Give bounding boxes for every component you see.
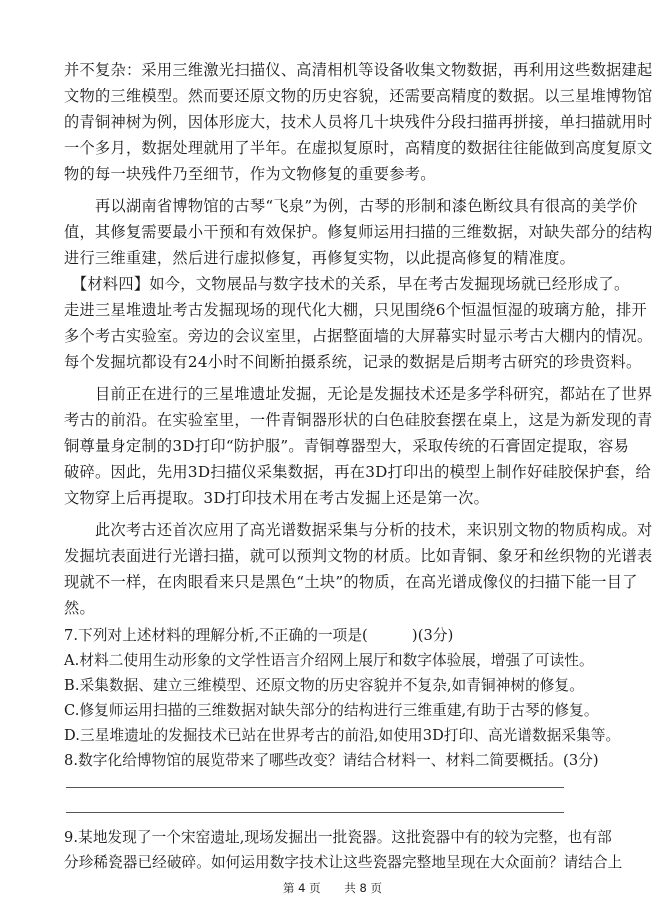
material-four-heading-line: 【材料四】如今，文物展品与数字技术的关系，早在考古发掘现场就已经形成了。 [64,275,630,293]
question-7-option-c: C.修复师运用扫描的三维数据对缺失部分的结构进行三维重建,有助于古琴的修复。 [64,702,599,719]
text-line: 文物穿上后再提取。3D打印技术用在考古发掘上还是第一次。 [64,489,490,507]
text-line: 铜尊量身定制的3D打印“防护服”。青铜尊器型大，采取传统的石膏固定提取，容易 [64,437,630,455]
text-line: 然。 [64,599,95,617]
text-line: 发掘坑表面进行光谱扫描，就可以预判文物的材质。比如青铜、象牙和丝织物的光谱表 [64,547,653,565]
text-line: 多个考古实验室。旁边的会议室里，占据整面墙的大屏幕实时显示考古大棚内的情况。 [64,327,653,345]
text-line: 值，其修复需要最小干预和有效保护。修复师运用扫描的三维数据，对缺失部分的结构 [64,223,653,241]
text-line: 破碎。因此，先用3D扫描仪采集数据，再在3D打印出的模型上制作好硅胶保护套，给 [64,463,651,481]
question-8-stem: 8.数字化给博物馆的展览带来了哪些改变？请结合材料一、材料二简要概括。(3分) [64,752,599,769]
text-line: 再以湖南省博物馆的古琴“飞泉”为例，古琴的形制和漆色断纹具有很高的美学价 [64,197,638,215]
text-line: 物的每一块残件乃至细节，作为文物修复的重要参考。 [64,165,436,183]
text-line: 的青铜神树为例，因体形庞大，技术人员将几十块残件分段扫描再拼接，单扫描就用时 [64,113,653,131]
answer-line[interactable] [66,812,564,813]
text-line: 现就不一样，在肉眼看来只是黑色“土块”的物质，在高光谱成像仪的扫描下能一目了 [64,573,638,591]
question-7-option-d: D.三星堆遗址的发掘技术已站在世界考古的前沿,如使用3D打印、高光谱数据采集等。 [64,727,621,744]
page-footer [0,880,665,896]
text-line: 此次考古还首次应用了高光谱数据采集与分析的技术，来识别文物的物质构成。对 [64,521,653,539]
text-line: 走进三星堆遗址考古发掘现场的现代化大棚，只见围绕6个恒温恒湿的玻璃方舱，排开 [64,301,647,319]
question-7-option-a: A.材料二使用生动形象的文学性语言介绍网上展厅和数字体验展，增强了可读性。 [64,652,594,669]
text-line: 每个发掘坑都设有24小时不间断拍摄系统，记录的数据是后期考古研究的珍贵资料。 [64,353,642,371]
question-7-option-b: B.采集数据、建立三维模型、还原文物的历史容貌并不复杂,如青铜神树的修复。 [64,677,584,694]
answer-line[interactable] [66,787,564,788]
text-line: 一个多月，数据处理就用了半年。在虚拟复原时，高精度的数据往往能做到高度复原文 [64,139,653,157]
question-9-stem: 9.某地发现了一个宋窑遗址,现场发掘出一批瓷器。这批瓷器中有的较为完整，也有部 [64,829,612,846]
text-line: 考古的前沿。在实验室里，一件青铜器形状的白色硅胶套摆在桌上，这是为新发现的青 [64,411,653,429]
question-7-stem: 7.下列对上述材料的理解分析,不正确的一项是( )(3分) [64,627,454,644]
text-line: 并不复杂：采用三维激光扫描仪、高清相机等设备收集文物数据，再利用这些数据建起 [64,61,653,79]
page-number: 第 4 页 [283,881,321,895]
question-9-stem-continued: 分珍稀瓷器已经破碎。如何运用数字技术让这些瓷器完整地呈现在大众面前？请结合上 [64,854,623,871]
text-line: 文物的三维模型。然而要还原文物的历史容貌，还需要高精度的数据。以三星堆博物馆 [64,87,653,105]
text-line: 目前正在进行的三星堆遗址发掘，无论是发掘技术还是多学科研究，都站在了世界 [64,385,653,403]
text-line: 进行三维重建，然后进行虚拟修复，再修复实物，以此提高修复的精准度。 [64,249,576,267]
page-total: 共 8 页 [344,881,382,895]
